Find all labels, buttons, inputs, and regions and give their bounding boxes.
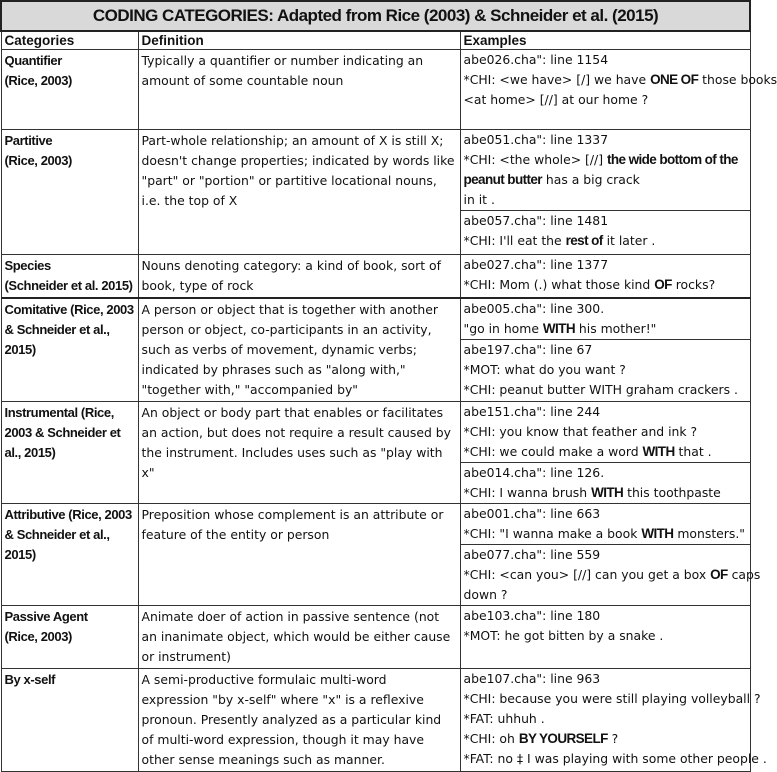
example-line [463,565,761,585]
category-label-line: By x-self [4,672,56,687]
category-label-line: Instrumental (Rice, [4,405,114,420]
table-body [1,50,777,772]
example-line [464,231,747,251]
transcript-text: has a big crack [541,172,640,187]
example-block [461,299,750,340]
transcript-text: *CHI: Mom (.) what those kind [463,277,655,292]
example-line [464,275,747,295]
example-block [461,606,750,646]
example-source: abe026.cha": line 1154 [463,52,609,67]
emphasized-preposition: WITH [641,526,674,541]
transcript-text: in it . [463,192,495,207]
transcript-text: *MOT: what do you want ? [463,362,626,377]
example-line [464,626,747,646]
transcript-text: <at home> [//] at our home ? [463,92,649,107]
example-line [464,709,747,729]
table-row [1,298,750,402]
category-label-line: 2015) [4,547,36,562]
example-block [461,255,750,295]
example-line [464,190,747,210]
table-row [1,50,750,130]
example-source: abe001.cha": line 663 [463,506,601,521]
transcript-text: *CHI: "I wanna make a book [463,526,642,541]
example-line [463,689,761,709]
table-row [1,255,750,299]
table-row [1,669,750,772]
example-line [464,360,747,380]
transcript-text: *MOT: he got bitten by a snake . [463,628,664,643]
example-block [461,130,750,211]
transcript-text: that . [674,444,712,459]
transcript-text: rocks? [671,277,716,292]
example-block [461,669,767,769]
emphasized-preposition: the wide bottom of the [607,152,738,167]
examples-cell [460,298,750,402]
definition-cell: An object or body part that enables or facilitates an action, but does not require a result caused by the instrument. Includes uses such as "play with x" [138,402,460,504]
examples-cell [460,130,750,255]
examples-cell [460,606,750,669]
example-block [461,545,761,605]
definition-cell: A semi-productive formulaic multi-word expression "by x-self" where "x" is a reflexive pronoun. Presently analyzed as a particular kind of multi-word expression, though it may have other sense meanings such as manner. [138,669,460,772]
example-line [464,483,747,503]
example-source: abe077.cha": line 559 [463,547,601,562]
transcript-text: *CHI: because you were still playing volleyball ? [463,691,761,706]
table-title: CODING CATEGORIES: Adapted from Rice (2003) & Schneider et al. (2015) [1,1,750,31]
example-source: abe051.cha": line 1337 [463,132,609,147]
definition-cell: Part-whole relationship; an amount of X is still X; doesn't change properties; indicated by words like "part" or "portion" or partitive locational nouns, i.e. the top of X [138,130,460,255]
table-row [1,606,750,669]
example-block [461,463,750,503]
example-line [463,749,767,769]
example-line [464,442,747,462]
example-line [464,524,747,544]
category-label-line: 2003 & Schneider et [4,425,121,440]
category-cell [1,298,138,402]
transcript-text: *CHI: <can you> [//] can you get a box [463,567,711,582]
table-row [1,402,750,504]
transcript-text: *CHI: I'll eat the [463,233,566,248]
emphasized-preposition: OF [710,567,728,582]
transcript-text: *CHI: peanut butter WITH graham crackers . [463,382,738,397]
definition-cell: Preposition whose complement is an attribute or feature of the entity or person [138,504,460,606]
examples-cell [460,255,750,299]
example-source: abe197.cha": line 67 [463,342,593,357]
emphasized-preposition: BY YOURSELF [518,731,608,746]
definition-cell: Nouns denoting category: a kind of book, sort of book, type of rock [138,255,460,299]
category-label-line: Species [4,258,51,273]
emphasized-preposition: WITH [542,321,575,336]
transcript-text: *CHI: we could make a word [463,444,643,459]
example-line [463,70,777,90]
example-source: abe027.cha": line 1377 [463,257,609,272]
example-block [461,402,750,463]
example-line [464,150,747,170]
category-cell [1,50,138,130]
example-line [464,170,747,190]
transcript-text: *CHI: you know that feather and ink ? [463,424,698,439]
example-block [461,340,750,400]
example-block [461,50,777,110]
emphasized-preposition: rest of [565,233,603,248]
emphasized-preposition: ONE OF [650,72,699,87]
transcript-text: *FAT: no ‡ I was playing with some other people . [463,751,767,766]
category-cell [1,130,138,255]
example-source: abe151.cha": line 244 [463,404,601,419]
category-label-line: & Schneider et al., [4,322,110,337]
example-source: abe107.cha": line 963 [463,671,601,686]
definition-cell: Animate doer of action in passive sentence (not an inanimate object, which would be either cause or instrument) [138,606,460,669]
transcript-text: *CHI: <we have> [/] we have [463,72,651,87]
example-block [461,504,750,545]
example-source: abe005.cha": line 300. [463,301,605,316]
category-cell [1,402,138,504]
category-label-line: & Schneider et al., [4,527,110,542]
transcript-text: *CHI: <the whole> [//] [463,152,607,167]
examples-cell [460,504,761,606]
emphasized-preposition: OF [654,277,672,292]
transcript-text: his mother!" [574,321,657,336]
category-label-line: Partitive [4,133,53,148]
category-label-line: al., 2015) [4,445,56,460]
definition-cell: A person or object that is together with another person or object, co-participants in an activity, such as verbs of movement, dynamic verbs; indicated by phrases such as "along with," "together with," "accompanied by" [138,298,460,402]
emphasized-preposition: peanut butter [463,172,542,187]
transcript-text: *CHI: oh [463,731,519,746]
category-label-line: Attributive (Rice, 2003 [4,507,132,522]
category-label-line: (Rice, 2003) [4,153,72,168]
category-cell [1,669,138,772]
example-block [461,211,750,251]
examples-cell [460,50,777,130]
example-source: abe014.cha": line 126. [463,465,605,480]
header-categories: Categories [1,31,138,50]
category-cell [1,255,138,299]
header-definition: Definition [138,31,460,50]
transcript-text: it later . [602,233,656,248]
example-line [464,585,747,605]
category-label-line: (Rice, 2003) [4,629,72,644]
examples-cell [460,669,767,772]
header-examples: Examples [460,31,750,50]
category-label-line: 2015) [4,342,36,357]
transcript-text: ? [607,731,619,746]
transcript-text: monsters." [673,526,745,541]
transcript-text: this toothpaste [623,485,721,500]
transcript-text: down ? [463,587,508,602]
category-label-line: (Schneider et al. 2015) [4,278,133,293]
example-line [464,319,747,339]
example-source: abe057.cha": line 1481 [463,213,609,228]
transcript-text: those books [698,72,777,87]
transcript-text: "go in home [463,321,543,336]
table-row [1,130,750,255]
emphasized-preposition: WITH [591,485,624,500]
example-line [464,90,747,110]
category-cell [1,504,138,606]
category-label-line: Passive Agent [4,609,88,624]
example-line [464,380,747,400]
table-row [1,504,750,606]
examples-cell [460,402,750,504]
definition-cell: Typically a quantifier or number indicating an amount of some countable noun [138,50,460,130]
transcript-text: *FAT: uhhuh . [463,711,545,726]
transcript-text: caps [727,567,761,582]
example-line [464,422,747,442]
example-line [464,729,747,749]
category-label-line: (Rice, 2003) [4,73,72,88]
example-source: abe103.cha": line 180 [463,608,601,623]
transcript-text: *CHI: I wanna brush [463,485,592,500]
category-label-line: Comitative (Rice, 2003 [4,302,134,317]
emphasized-preposition: WITH [642,444,675,459]
category-label-line: Quantifier [4,53,62,68]
category-cell [1,606,138,669]
